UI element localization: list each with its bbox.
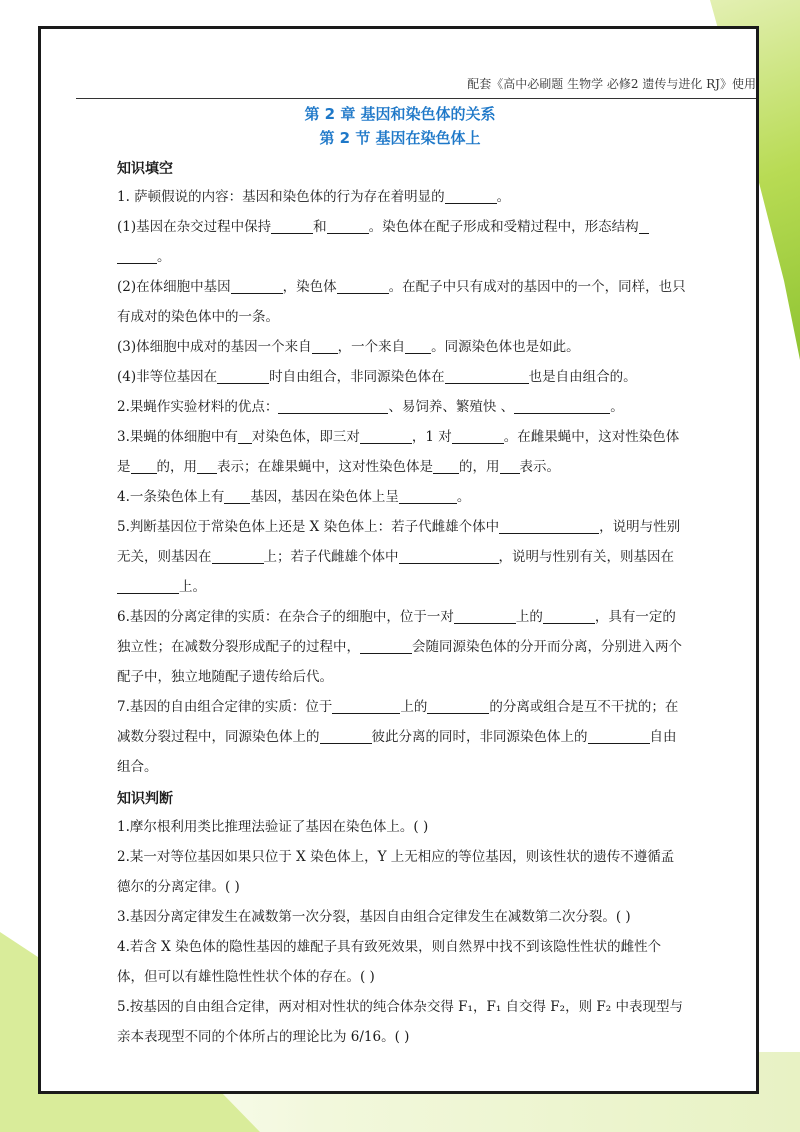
question-1-1: (1)基因在杂交过程中保持 和 。染色体在配子形成和受精过程中，形态结构 。 xyxy=(117,212,687,272)
question-2: 2.果蝇作实验材料的优点： 、易饲养、繁殖快 、 。 xyxy=(117,399,624,415)
judge-4: 4.若含 X 染色体的隐性基因的雄配子具有致死效果，则自然界中找不到该隐性性状的雌性个体，但可以有雄性隐性性状个体的存在。( ) xyxy=(117,939,662,985)
chapter-title: 第 2 章 基因和染色体的关系 xyxy=(304,105,496,123)
blank[interactable] xyxy=(445,369,529,384)
question-1-2: (2)在体细胞中基因 ，染色体 。在配子中只有成对的基因中的一个，同样，也只有成对的染色体中的一条。 xyxy=(117,279,686,325)
blank[interactable] xyxy=(332,699,400,714)
section-title: 第 2 节 基因在染色体上 xyxy=(319,129,481,147)
title-block xyxy=(0,102,800,150)
blank[interactable] xyxy=(271,219,313,234)
blank[interactable] xyxy=(500,459,520,474)
blank[interactable] xyxy=(452,429,504,444)
blank[interactable] xyxy=(454,609,516,624)
blank[interactable] xyxy=(212,549,264,564)
question-1-3: (3)体细胞中成对的基因一个来自 ，一个来自 。同源染色体也是如此。 xyxy=(117,339,580,355)
judge-3: 3.基因分离定律发生在减数第一次分裂，基因自由组合定律发生在减数第二次分裂。( ) xyxy=(117,909,631,925)
blank[interactable] xyxy=(320,729,372,744)
blank[interactable] xyxy=(224,489,250,504)
blank[interactable] xyxy=(399,549,499,564)
blank[interactable] xyxy=(360,429,412,444)
question-1: 1. 萨顿假说的内容：基因和染色体的行为存在着明显的 。 xyxy=(117,189,511,205)
blank[interactable] xyxy=(278,399,388,414)
judge-heading: 知识判断 xyxy=(117,791,173,807)
blank[interactable] xyxy=(360,639,412,654)
blank[interactable] xyxy=(131,459,157,474)
blank[interactable] xyxy=(445,189,497,204)
blank[interactable] xyxy=(238,429,252,444)
worksheet-content xyxy=(117,156,687,1052)
question-6: 6.基因的分离定律的实质：在杂合子的细胞中，位于一对 上的 ，具有一定的独立性；在减数分裂形成配子的过程中， 会随同源染色体的分开而分离，分别进入两个配子中，独立地随配子遗传给后代。 xyxy=(117,609,682,685)
question-3: 3.果蝇的体细胞中有 对染色体，即三对 ，1 对 。在雌果蝇中，这对性染色体是 的，用 表示；在雄果蝇中，这对性染色体是 的，用 表示。 xyxy=(117,429,680,475)
judge-1: 1.摩尔根利用类比推理法验证了基因在染色体上。( ) xyxy=(117,819,429,835)
blank[interactable] xyxy=(117,249,157,264)
judge-5: 5.按基因的自由组合定律，两对相对性状的纯合体杂交得 F₁，F₁ 自交得 F₂，则 F₂ 中表现型与亲本表现型不同的个体所占的理论比为 6/16。( ) xyxy=(117,999,683,1045)
question-7: 7.基因的自由组合定律的实质：位于 上的 的分离或组合是互不干扰的；在减数分裂过程中，同源染色体上的 彼此分离的同时，非同源染色体上的 自由组合。 xyxy=(117,699,679,775)
blank[interactable] xyxy=(588,729,650,744)
judge-2: 2.某一对等位基因如果只位于 X 染色体上，Y 上无相应的等位基因，则该性状的遗传不遵循孟德尔的分离定律。( ) xyxy=(117,849,675,895)
blank[interactable] xyxy=(427,699,489,714)
blank[interactable] xyxy=(405,339,431,354)
blank[interactable] xyxy=(327,219,369,234)
blank[interactable] xyxy=(117,579,179,594)
fill-heading: 知识填空 xyxy=(117,161,173,177)
question-4: 4.一条染色体上有 基因，基因在染色体上呈 。 xyxy=(117,489,471,505)
blank[interactable] xyxy=(217,369,269,384)
blank[interactable] xyxy=(231,279,283,294)
blank[interactable] xyxy=(399,489,457,504)
blank[interactable] xyxy=(639,219,649,234)
blank[interactable] xyxy=(543,609,595,624)
blank[interactable] xyxy=(514,399,610,414)
blank[interactable] xyxy=(337,279,389,294)
question-5: 5.判断基因位于常染色体上还是 X 染色体上：若子代雌雄个体中 ，说明与性别无关，则基因在 上；若子代雌雄个体中 ，说明与性别有关，则基因在上。 xyxy=(117,519,681,595)
blank[interactable] xyxy=(433,459,459,474)
blank[interactable] xyxy=(197,459,217,474)
blank[interactable] xyxy=(499,519,599,534)
blank[interactable] xyxy=(312,339,338,354)
page-header: 配套《高中必刷题 生物学 必修2 遗传与进化 RJ》使用 xyxy=(76,70,756,99)
question-1-4: (4)非等位基因在 时自由组合，非同源染色体在 也是自由组合的。 xyxy=(117,369,637,385)
